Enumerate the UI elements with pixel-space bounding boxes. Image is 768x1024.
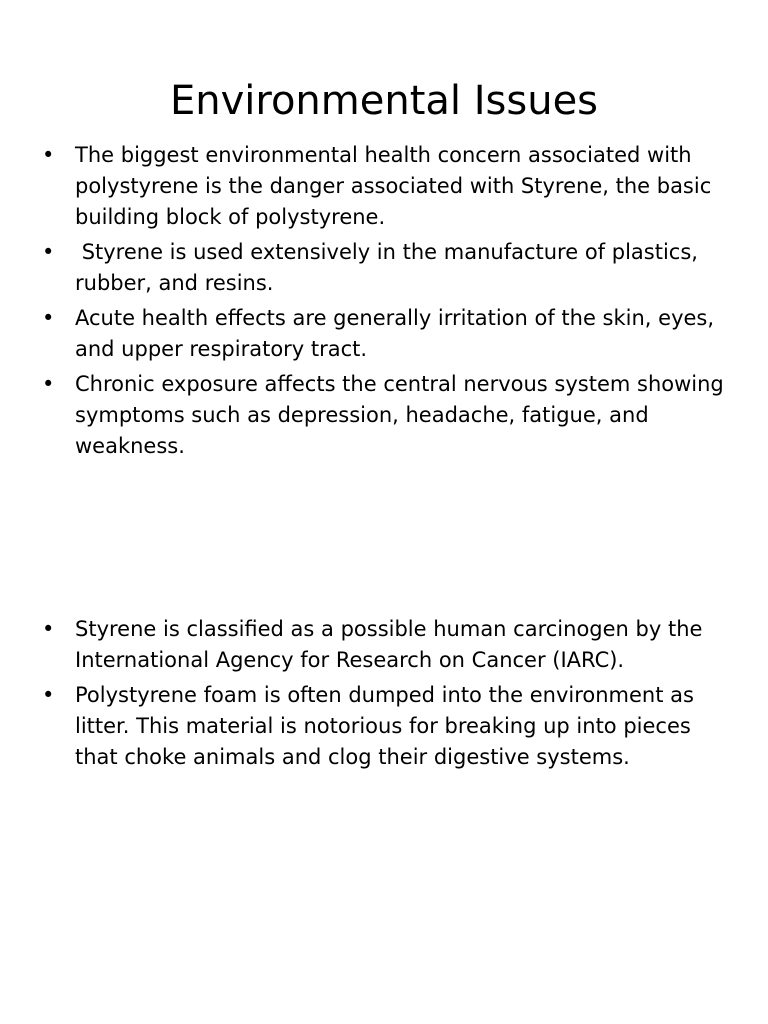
bullet-text: Acute health effects are generally irritation of the skin, eyes, and upper respiratory tract. — [75, 306, 715, 361]
bullet-icon: • — [42, 240, 55, 264]
bullet-text: Chronic exposure affects the central nervous system showing symptoms such as depression, headache, fatigue, and weakness. — [75, 372, 724, 458]
bullet-text: The biggest environmental health concern associated with polystyrene is the danger associated with Styrene, the basic building block of polystyrene. — [75, 143, 712, 229]
bullet-item — [40, 369, 730, 462]
bullet-text: Styrene is used extensively in the manufacture of plastics, rubber, and resins. — [75, 240, 705, 295]
bullet-icon: • — [42, 306, 55, 330]
bullet-item — [40, 614, 730, 676]
bullet-icon: • — [42, 143, 55, 167]
bullet-text: Polystyrene foam is often dumped into the environment as litter. This material is notorious for breaking up into pieces that choke animals and clog their digestive systems. — [75, 683, 694, 769]
bullet-icon: • — [42, 617, 55, 641]
bullet-item — [40, 237, 730, 299]
bullet-item — [40, 303, 730, 365]
bullet-icon: • — [42, 683, 55, 707]
bullet-item — [40, 140, 730, 233]
bullet-icon: • — [42, 372, 55, 396]
bullet-list-secondary — [40, 614, 730, 777]
bullet-item — [40, 680, 730, 773]
slide-title: Environmental Issues — [169, 77, 599, 124]
bullet-text: Styrene is classified as a possible human carcinogen by the International Agency for Research on Cancer (IARC). — [75, 617, 703, 672]
bullet-list-primary — [40, 140, 730, 466]
